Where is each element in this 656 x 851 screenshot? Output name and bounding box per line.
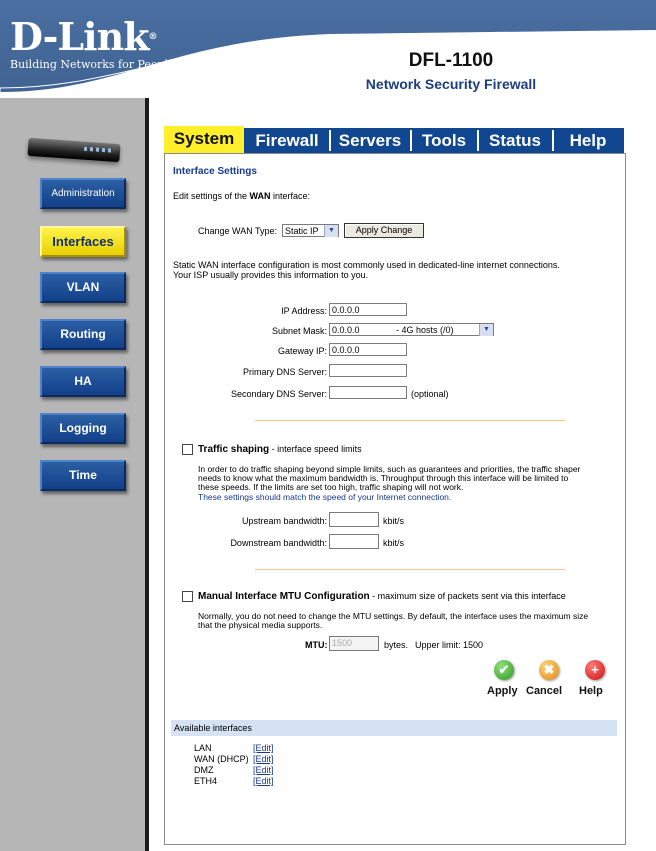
apply-icon[interactable]: ✔ [494, 660, 514, 680]
main-panel [164, 153, 626, 845]
divider [255, 420, 565, 421]
edit-wan-link[interactable]: [Edit] [253, 754, 274, 764]
downstream-unit: kbit/s [383, 538, 405, 548]
mtu-label: MTU: [305, 640, 328, 650]
traffic-desc-1: In order to do traffic shaping beyond simple limits, such as guarantees and priorities, the traffic shaper [198, 464, 581, 474]
traffic-note: These settings should match the speed of your Internet connection. [198, 492, 452, 502]
apply-change-button[interactable]: Apply Change [344, 223, 424, 238]
iface-name-eth4: ETH4 [194, 776, 218, 786]
edit-description: Edit settings of the WAN interface: [173, 191, 311, 201]
help-icon[interactable]: + [585, 660, 605, 680]
top-tab-bar [164, 128, 624, 153]
primary-dns-input[interactable] [329, 364, 407, 377]
mtu-title: Manual Interface MTU Configuration - maximum size of packets sent via this interface [198, 591, 566, 602]
sidebar-item-time[interactable]: Time [40, 460, 126, 491]
edit-dmz-link[interactable]: [Edit] [253, 765, 274, 775]
sidebar-item-logging[interactable]: Logging [40, 413, 126, 444]
subnet-mask-label: Subnet Mask: [271, 326, 327, 336]
mtu-input[interactable]: 1500 [329, 636, 379, 651]
upstream-input[interactable] [329, 512, 379, 527]
product-title [336, 50, 566, 92]
wan-type-label: Change WAN Type: [198, 226, 278, 236]
edit-eth4-link[interactable]: [Edit] [253, 776, 274, 786]
apply-button[interactable]: Apply [487, 685, 518, 697]
cancel-button[interactable]: Cancel [526, 685, 563, 697]
optional-note: (optional) [411, 389, 449, 399]
downstream-input[interactable] [329, 534, 379, 549]
wan-type-select[interactable]: Static IP ▼ [282, 224, 339, 237]
downstream-label: Downstream bandwidth: [230, 538, 327, 548]
secondary-dns-input[interactable] [329, 386, 407, 399]
tab-tools[interactable]: Tools [421, 131, 467, 150]
mtu-desc-2: that the physical media supports. [198, 620, 323, 630]
gateway-ip-label: Gateway IP: [277, 346, 327, 356]
primary-dns-label: Primary DNS Server: [242, 367, 327, 377]
upstream-unit: kbit/s [383, 516, 405, 526]
traffic-desc-2: needs to know what the maximum bandwidth is. Throughput through this interface will be limited to [198, 473, 569, 483]
traffic-desc-3: these speeds. If the limits are set too high, traffic shaping will not work. [198, 482, 464, 492]
tab-help[interactable]: Help [569, 131, 607, 150]
iface-name-lan: LAN [194, 743, 212, 753]
secondary-dns-label: Secondary DNS Server: [230, 389, 327, 399]
tab-system[interactable]: System [164, 126, 244, 153]
tab-status[interactable]: Status [489, 131, 541, 150]
product-model: DFL-1100 [408, 50, 494, 71]
dlink-logo: D-Link® Building Networks for People [10, 14, 175, 71]
mtu-desc-1: Normally, you do not need to change the MTU settings. By default, the interface uses the maximum size [198, 611, 589, 621]
cancel-icon[interactable]: ✖ [539, 660, 559, 680]
divider [255, 569, 565, 570]
traffic-shaping-title: Traffic shaping - interface speed limits [198, 444, 362, 455]
gateway-ip-input[interactable]: 0.0.0.0 [329, 343, 407, 356]
upstream-label: Upstream bandwidth: [241, 516, 327, 526]
sidebar-item-administration[interactable]: Administration [40, 178, 126, 209]
section-title: Interface Settings [173, 166, 257, 177]
help-button[interactable]: Help [579, 685, 603, 697]
sidebar-item-vlan[interactable]: VLAN [40, 272, 126, 303]
ip-address-label: IP Address: [281, 306, 327, 316]
brand-tagline: Building Networks for People [10, 58, 175, 71]
mtu-limit: Upper limit: 1500 [415, 640, 484, 650]
tab-firewall[interactable]: Firewall [255, 131, 319, 150]
sidebar-item-interfaces[interactable]: Interfaces [40, 226, 126, 257]
mtu-checkbox[interactable] [182, 591, 193, 602]
available-interfaces-header: Available interfaces [171, 720, 617, 736]
ip-address-input[interactable]: 0.0.0.0 [329, 303, 407, 316]
tab-servers[interactable]: Servers [338, 131, 402, 150]
sidebar-divider [145, 98, 149, 851]
sidebar-item-ha[interactable]: HA [40, 366, 126, 397]
subnet-mask-select[interactable]: 0.0.0.0 - 4G hosts (/0) ▼ [329, 323, 494, 336]
product-description: Network Security Firewall [365, 76, 537, 92]
traffic-shaping-checkbox[interactable] [182, 444, 193, 455]
static-desc-line-2: Your ISP usually provides this information to you. [173, 270, 369, 280]
iface-name-wan: WAN (DHCP) [194, 754, 249, 764]
chevron-down-icon: ▼ [479, 324, 493, 336]
iface-name-dmz: DMZ [194, 765, 214, 775]
static-desc-line-1: Static WAN interface configuration is most commonly used in dedicated-line internet connections. [173, 260, 560, 270]
sidebar-item-routing[interactable]: Routing [40, 319, 126, 350]
chevron-down-icon: ▼ [324, 225, 338, 237]
edit-lan-link[interactable]: [Edit] [253, 743, 274, 753]
mtu-unit: bytes. [384, 640, 409, 650]
